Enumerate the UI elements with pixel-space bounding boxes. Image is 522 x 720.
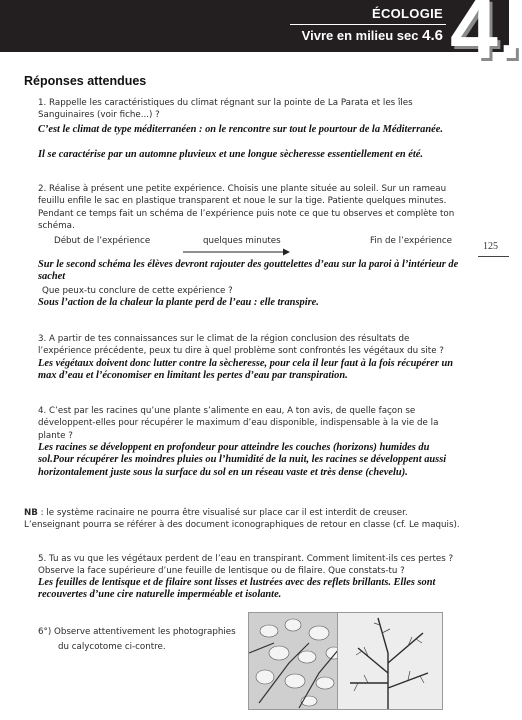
page-heading: Réponses attendues <box>24 74 147 88</box>
question-4: 4. C’est par les racines qu’une plante s’alimente en eau, A ton avis, de quelle façon se développent-elles pour récupérer le maximum d’eau disponible, indispensable à la vie de la plante ? <box>38 406 439 441</box>
experiment-end-label: Fin de l’expérience <box>370 236 452 246</box>
section-title: ÉCOLOGIE <box>371 6 443 21</box>
answer-1-line2: Il se caractérise par un automne pluvieux et une longue sècheresse essentiellement en été. <box>38 149 424 160</box>
calycotome-spines-photo <box>337 612 443 710</box>
question-2: 2. Réalise à présent une petite expérience. Choisis une plante située au soleil. Sur un rameau feuillu enfile le sac en plastique transparent et noue le sur la tige. Patiente quelques minutes. Pendant ce temps fait un schéma de l’expérience puis note ce que tu observes et complète ton schéma. <box>38 184 455 231</box>
section-subtitle <box>302 27 443 44</box>
answer-4: Les racines se développent en profondeur pour atteindre les couches (horizons) humides du sol.Pour récupérer les moindres pluies ou l’humidité de la nuit, les racines se développent aussi horizontalement juste sous la surface du sol en un réseau vaste et très dense (chevelu). <box>38 442 447 478</box>
experiment-start-label: Début de l’expérience <box>54 236 151 246</box>
chapter-number: 4. <box>450 0 522 77</box>
subtitle-text: Vivre en milieu sec <box>301 28 419 43</box>
page-number: 125 <box>483 241 498 252</box>
question-3: 3. A partir de tes connaissances sur le climat de la région conclusion des résultats de l’expérience précédente, peux tu dire à quel problème sont confrontés les végétaux du site ? <box>38 334 444 357</box>
question-1: 1. Rappelle les caractéristiques du climat régnant sur la pointe de La Parata et les îles Sanguinaires (voir fiche...) ? <box>38 98 413 121</box>
question-6-line2: du calycotome ci-contre. <box>58 642 166 652</box>
nota-bene <box>24 507 464 532</box>
answer-3: Les végétaux doivent donc lutter contre la sècheresse, pour cela il leur faut à la fois récupérer un max d’eau et l’économiser en limitant les pertes d’eau par transpiration. <box>38 358 454 382</box>
page-number-rule <box>478 256 509 257</box>
question-6 <box>38 625 238 655</box>
answer-2b: Sous l’action de la chaleur la plante perd de l’eau : elle transpire. <box>38 297 319 308</box>
nota-bene-label: NB <box>24 508 38 518</box>
question-2-conclusion: Que peux-tu conclure de cette expérience ? <box>42 286 233 296</box>
answer-5: Les feuilles de lentisque et de filaire sont lisses et lustrées avec des reflets brillants. Elles sont recouvertes d’une cire naturelle imperméable et isolante. <box>38 577 436 601</box>
experiment-duration-label: quelques minutes <box>203 236 281 246</box>
answer-2a: Sur le second schéma les élèves devront rajouter des gouttelettes d’eau sur la paroi à l’intérieur de sachet <box>38 259 459 283</box>
question-5: 5. Tu as vu que les végétaux perdent de l’eau en transpirant. Comment limitent-ils ces pertes ? Observe la face supérieure d’une feuille de lentisque ou de filaire. Que constats-tu ? <box>38 554 454 577</box>
question-6-line1: 6°) Observe attentivement les photographies <box>38 627 236 637</box>
answer-1-line1: C’est le climat de type méditerranéen : on le rencontre sur tout le pourtour de la Méditerranée. <box>38 124 443 135</box>
nota-bene-text: : le système racinaire ne pourra être visualisé sur place car il est interdit de creuser. L’enseignant pourra se référer à des document iconographiques de retour en classe (cf. Le maquis). <box>24 508 460 531</box>
subtitle-number: 4.6 <box>422 27 443 44</box>
header-divider <box>290 24 446 25</box>
arrow-icon <box>183 248 291 256</box>
